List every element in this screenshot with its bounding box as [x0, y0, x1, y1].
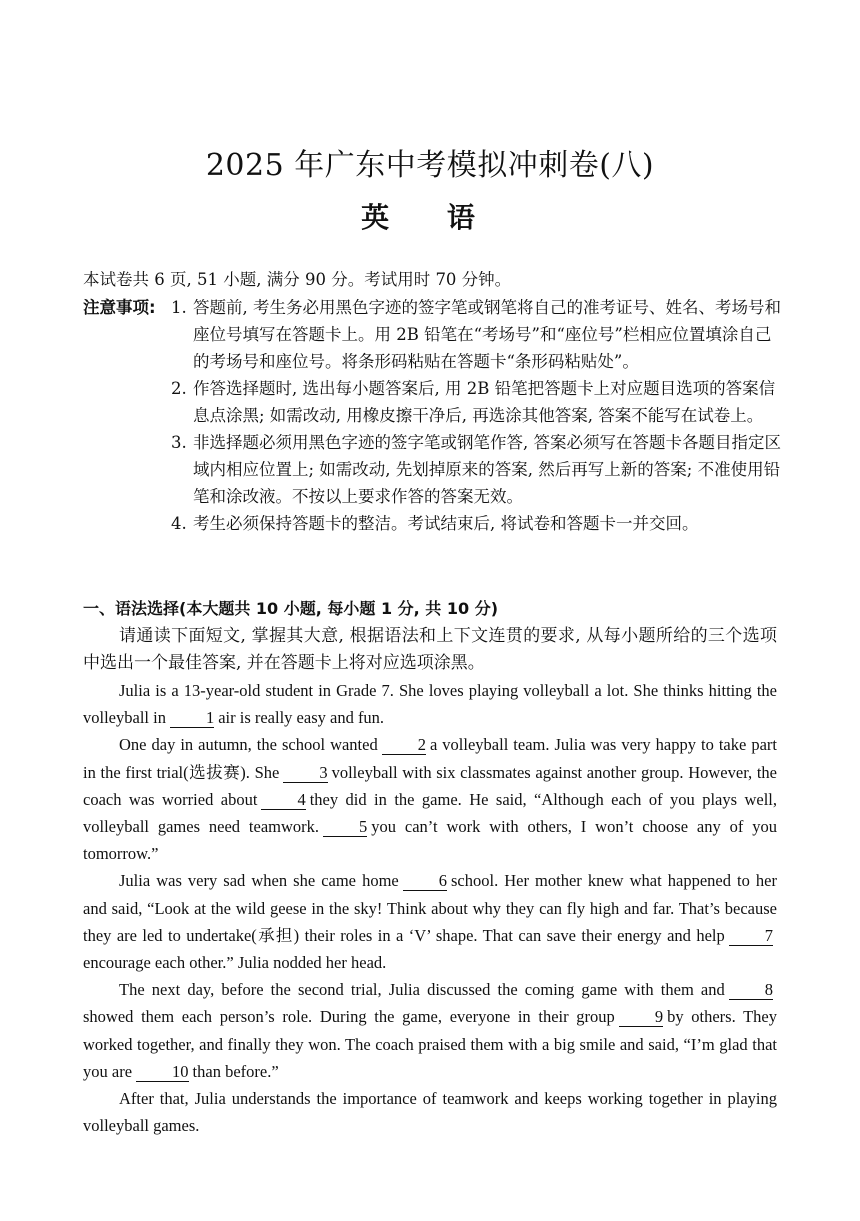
- notice-item-number: 3.: [171, 433, 187, 452]
- answer-blank: 9: [619, 1008, 663, 1027]
- passage-text: school. Her mother knew what happened to her and said, “Look at the wild geese in the sky! Think about why they can fly high and far. That’s because they are led to undertake(承担) their roles in a ‘V’ shape. That can save their energy and help: [83, 871, 777, 945]
- answer-blank: 2: [382, 736, 426, 755]
- passage-paragraph: [83, 731, 777, 867]
- passage-text: by others. They worked together, and finally they won. The coach praised them with a big smile and said, “I’m glad that you are: [83, 1007, 777, 1081]
- answer-blank: 3: [283, 764, 327, 783]
- exam-intro: 本试卷共 6 页, 51 小题, 满分 90 分。考试用时 70 分钟。: [83, 270, 512, 289]
- passage-text: The next day, before the second trial, Julia discussed the coming game with them and: [119, 980, 725, 1000]
- answer-blank: 5: [323, 818, 367, 837]
- passage-text: showed them each person’s role. During the game, everyone in their group: [83, 1007, 615, 1027]
- passage-text: a volleyball team. Julia was very happy to take part in the first trial(选拔赛). She: [83, 735, 777, 782]
- notice-item: [83, 375, 783, 429]
- notice-block: [83, 294, 783, 537]
- notice-item-number: 1.: [171, 298, 187, 317]
- section-instruction: 请通读下面短文, 掌握其大意, 根据语法和上下文连贯的要求, 从每小题所给的三个选项中选出一个最佳答案, 并在答题卡上将对应选项涂黑。: [83, 626, 777, 673]
- passage-text: you can’t work with others, I won’t choose any of you tomorrow.”: [83, 817, 778, 864]
- passage-text: Julia was very sad when she came home: [119, 871, 399, 891]
- answer-blank: 10: [136, 1063, 189, 1082]
- answer-blank: 6: [403, 872, 447, 891]
- passage-paragraph: After that, Julia understands the importance of teamwork and keeps working together in playing volleyball games.: [83, 1089, 777, 1136]
- notice-item: [83, 294, 783, 375]
- answer-blank: 8: [729, 981, 773, 1000]
- notice-item-text: 作答选择题时, 选出每小题答案后, 用 2B 铅笔把答题卡上对应题目选项的答案信息点涂黑; 如需改动, 用橡皮擦干净后, 再选涂其他答案, 答案不能写在试卷上。: [193, 379, 776, 425]
- notice-item: [83, 510, 783, 537]
- notice-item-number: 2.: [171, 379, 187, 398]
- reading-passage: [83, 677, 777, 1139]
- answer-blank: 1: [170, 709, 214, 728]
- notice-item-text: 非选择题必须用黑色字迹的签字笔或钢笔作答, 答案必须写在答题卡各题目指定区域内相应位置上; 如需改动, 先划掉原来的答案, 然后再写上新的答案; 不准使用铅笔和涂改液。不按以上要求作答的答案无效。: [193, 433, 781, 506]
- passage-paragraph: [83, 976, 777, 1085]
- passage-text: than before.”: [192, 1061, 279, 1081]
- notice-item-text: 考生必须保持答题卡的整洁。考试结束后, 将试卷和答题卡一并交回。: [193, 514, 699, 533]
- passage-text: Julia is a 13-year-old student in Grade 7. She loves playing volleyball a lot. She thinks hitting the volleyball in: [83, 681, 777, 728]
- notice-item-number: 4.: [171, 514, 187, 533]
- passage-text: volleyball with six classmates against another group. However, the coach was worried about: [83, 762, 777, 809]
- passage-paragraph: [83, 867, 777, 976]
- notice-item-text: 答题前, 考生务必用黑色字迹的签字笔或钢笔将自己的准考证号、姓名、考场号和座位号填写在答题卡上。用 2B 铅笔在“考场号”和“座位号”栏相应位置填涂自己的考场号和座位号。将条形码粘贴在答题卡“条形码粘贴处”。: [193, 298, 781, 371]
- passage-text: air is really easy and fun.: [218, 708, 385, 728]
- exam-title: 2025 年广东中考模拟冲刺卷(八): [205, 148, 655, 183]
- passage-text: encourage each other.” Julia nodded her head.: [83, 953, 387, 973]
- answer-blank: 7: [729, 927, 773, 946]
- notice-label: 注意事项:: [83, 298, 156, 317]
- passage-paragraph: [83, 677, 777, 731]
- subject-title: 英 语: [361, 201, 499, 234]
- section-heading: 一、语法选择(本大题共 10 小题, 每小题 1 分, 共 10 分): [83, 599, 499, 618]
- notice-item: [83, 429, 783, 510]
- passage-text: they did in the game. He said, “Although each of you plays well, volleyball games need teamwork.: [83, 789, 777, 837]
- passage-text: One day in autumn, the school wanted: [119, 735, 378, 755]
- answer-blank: 4: [261, 791, 305, 810]
